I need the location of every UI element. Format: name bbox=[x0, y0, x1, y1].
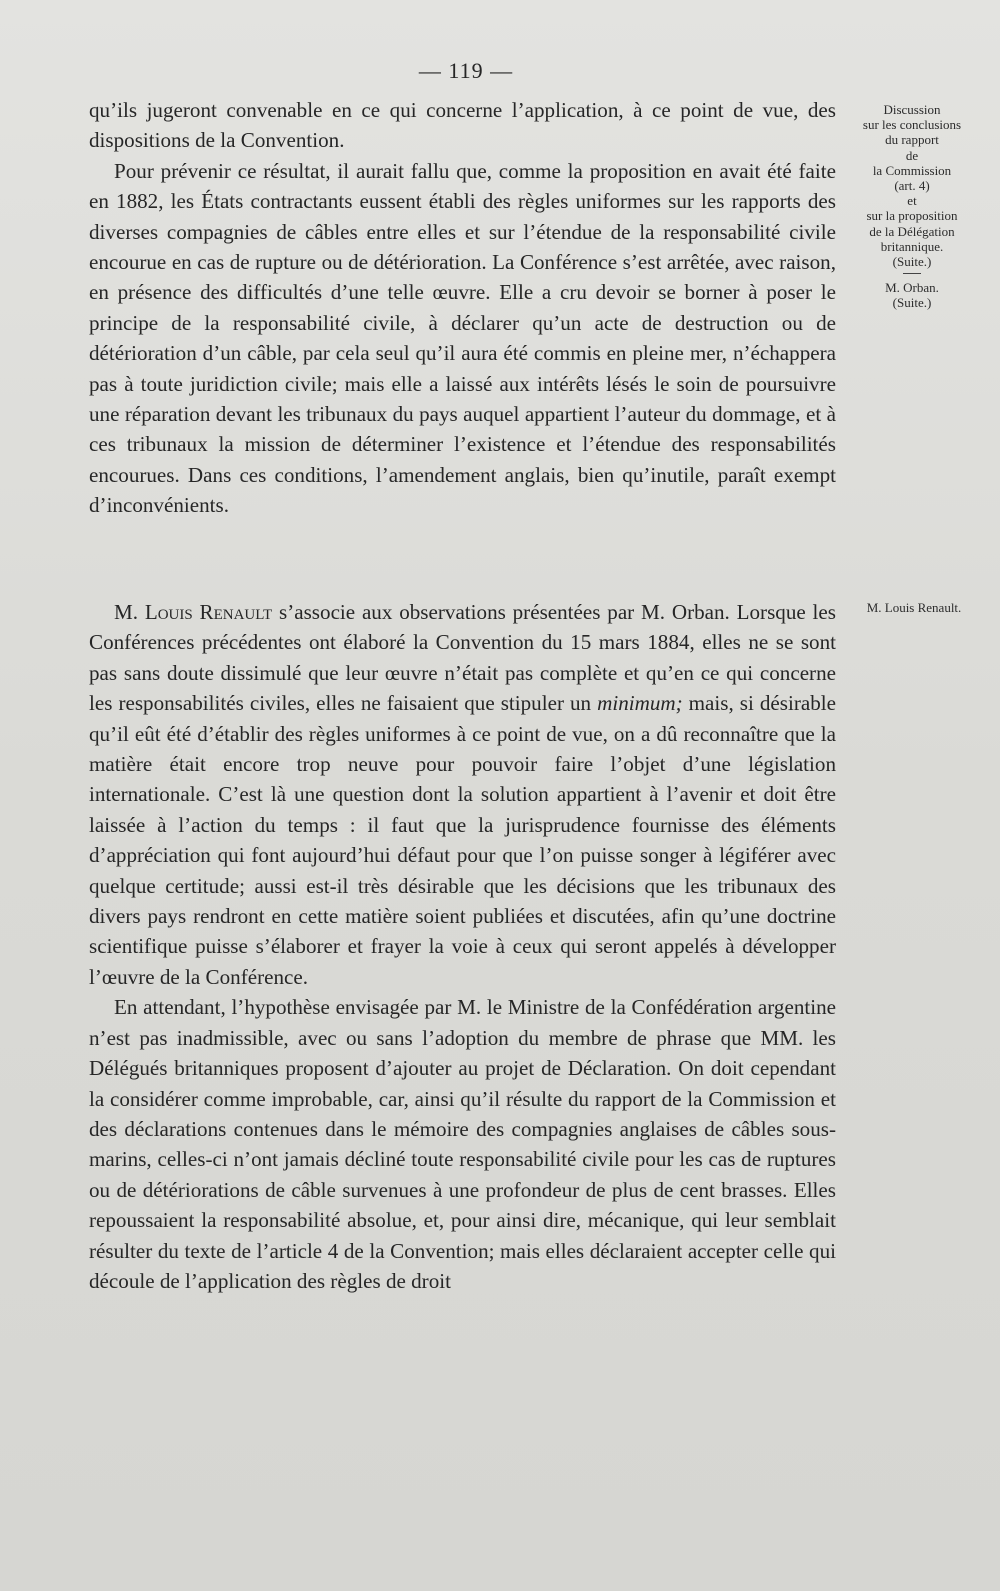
text-block-2 bbox=[89, 597, 836, 1296]
paragraph: Pour prévenir ce résultat, il aurait fallu que, comme la proposition en avait été faite en 1882, les États contractants eussent établi des règles uniformes sur les rapports des diverses compagnies de câbles entre elles et sur l’étendue de la responsabilité civile encourue en cas de rupture ou de détérioration. La Conférence s’est arrêtée, avec raison, en présence des difficultés d’une telle œuvre. Elle a cru devoir se borner à poser le principe de la responsabilité civile, à déclarer qu’un acte de destruction ou de détérioration d’un câble, par cela seul qu’il aura été commis en pleine mer, n’échappera pas à toute juridiction civile; mais elle a laissé aux intérêts lésés le soin de poursuivre une réparation devant les tribunaux du pays auquel appartient l’auteur du dommage, et à ces tribunaux la mission de déterminer l’existence et l’étendue des responsabilités encourues. Dans ces conditions, l’amendement anglais, bien qu’inutile, paraît exempt d’inconvénients. bbox=[89, 158, 836, 518]
speaker-name: M. Louis Renault bbox=[114, 600, 273, 624]
margin-note-line: Discussion bbox=[883, 102, 941, 117]
paragraph-text-end: mais, si désirable qu’il eût été d’établir des règles uniformes à ce point de vue, on a dû reconnaître que la matière était encore trop neuve pour pouvoir faire l’objet d’une législation internationale. C’est là une question dont la solution appartient à l’avenir et doit être laissée à l’action du temps : il faut que la jurisprudence fournisse des éléments d’appréciation qui font aujourd’hui défaut pour que l’on puisse songer à légiférer avec quelque certitude; aussi est-il très désirable que les décisions que les tribunaux des divers pays rendront en cette matière soient publiées et discutées, afin qu’une doctrine scientifique puisse s’élaborer et frayer la voie à ceux qui seront appelés à développer l’œuvre de la Conférence. bbox=[89, 691, 836, 989]
paragraph: En attendant, l’hypothèse envisagée par M. le Ministre de la Confédération argentine n’est pas inadmissible, avec ou sans l’adoption du membre de phrase que MM. les Délégués britanniques proposent d’ajouter au projet de Déclaration. On doit cependant la considérer comme improbable, car, ainsi qu’il résulte du rapport de la Commission et des déclarations contenues dans le mémoire des compagnies anglaises de câbles sous-marins, celles-ci n’ont jamais décliné toute responsabilité civile pour les cas de ruptures ou de détériorations de câble survenues à une profondeur de plus de cent brasses. Elles repoussaient la responsabilité absolue, et, pour ainsi dire, mécanique, qui leur semblait résulter du texte de l’article 4 de la Convention; mais elles déclaraient accepter celle qui découle de l’application des règles de droit bbox=[89, 995, 836, 1293]
margin-note-line: de bbox=[905, 147, 919, 163]
margin-note-line: (Suite.) bbox=[892, 295, 932, 311]
margin-note-line: de la Délégation bbox=[869, 223, 955, 239]
margin-note-discussion bbox=[842, 102, 982, 311]
text-block-1 bbox=[89, 95, 836, 521]
margin-note-line: britannique. bbox=[880, 238, 944, 254]
margin-note-line: (art. 4) bbox=[894, 178, 930, 194]
paragraph-text: s’associe aux observations présentées par M. Orban. Lorsque les Conférences précédentes ont élaboré la Convention du 15 mars 1884, elles ne se sont pas sans doute dissimulé que leur œuvre n’était pas complète et qu’en ce qui concerne les responsabilités civiles, elles ne faisaient que stipuler un bbox=[89, 600, 836, 716]
margin-note-line: sur la proposition bbox=[866, 208, 958, 224]
paragraph-continuation: qu’ils jugeront convenable en ce qui concerne l’application, à ce point de vue, des dispositions de la Convention. bbox=[89, 98, 836, 153]
margin-note-line: la Commission bbox=[872, 162, 952, 178]
emphasis-text: minimum; bbox=[597, 691, 683, 716]
page-number: — 119 — bbox=[418, 58, 514, 83]
paragraph-renault bbox=[89, 597, 836, 992]
margin-note-line: sur les conclusions bbox=[862, 117, 962, 133]
margin-note-divider bbox=[903, 273, 921, 274]
margin-note-line: M. Orban. bbox=[885, 280, 939, 296]
margin-note-line: et bbox=[907, 193, 917, 209]
margin-note-line: du rapport bbox=[885, 132, 939, 148]
margin-note-renault: M. Louis Renault. bbox=[866, 600, 962, 615]
margin-note-line: (Suite.) bbox=[892, 254, 932, 270]
